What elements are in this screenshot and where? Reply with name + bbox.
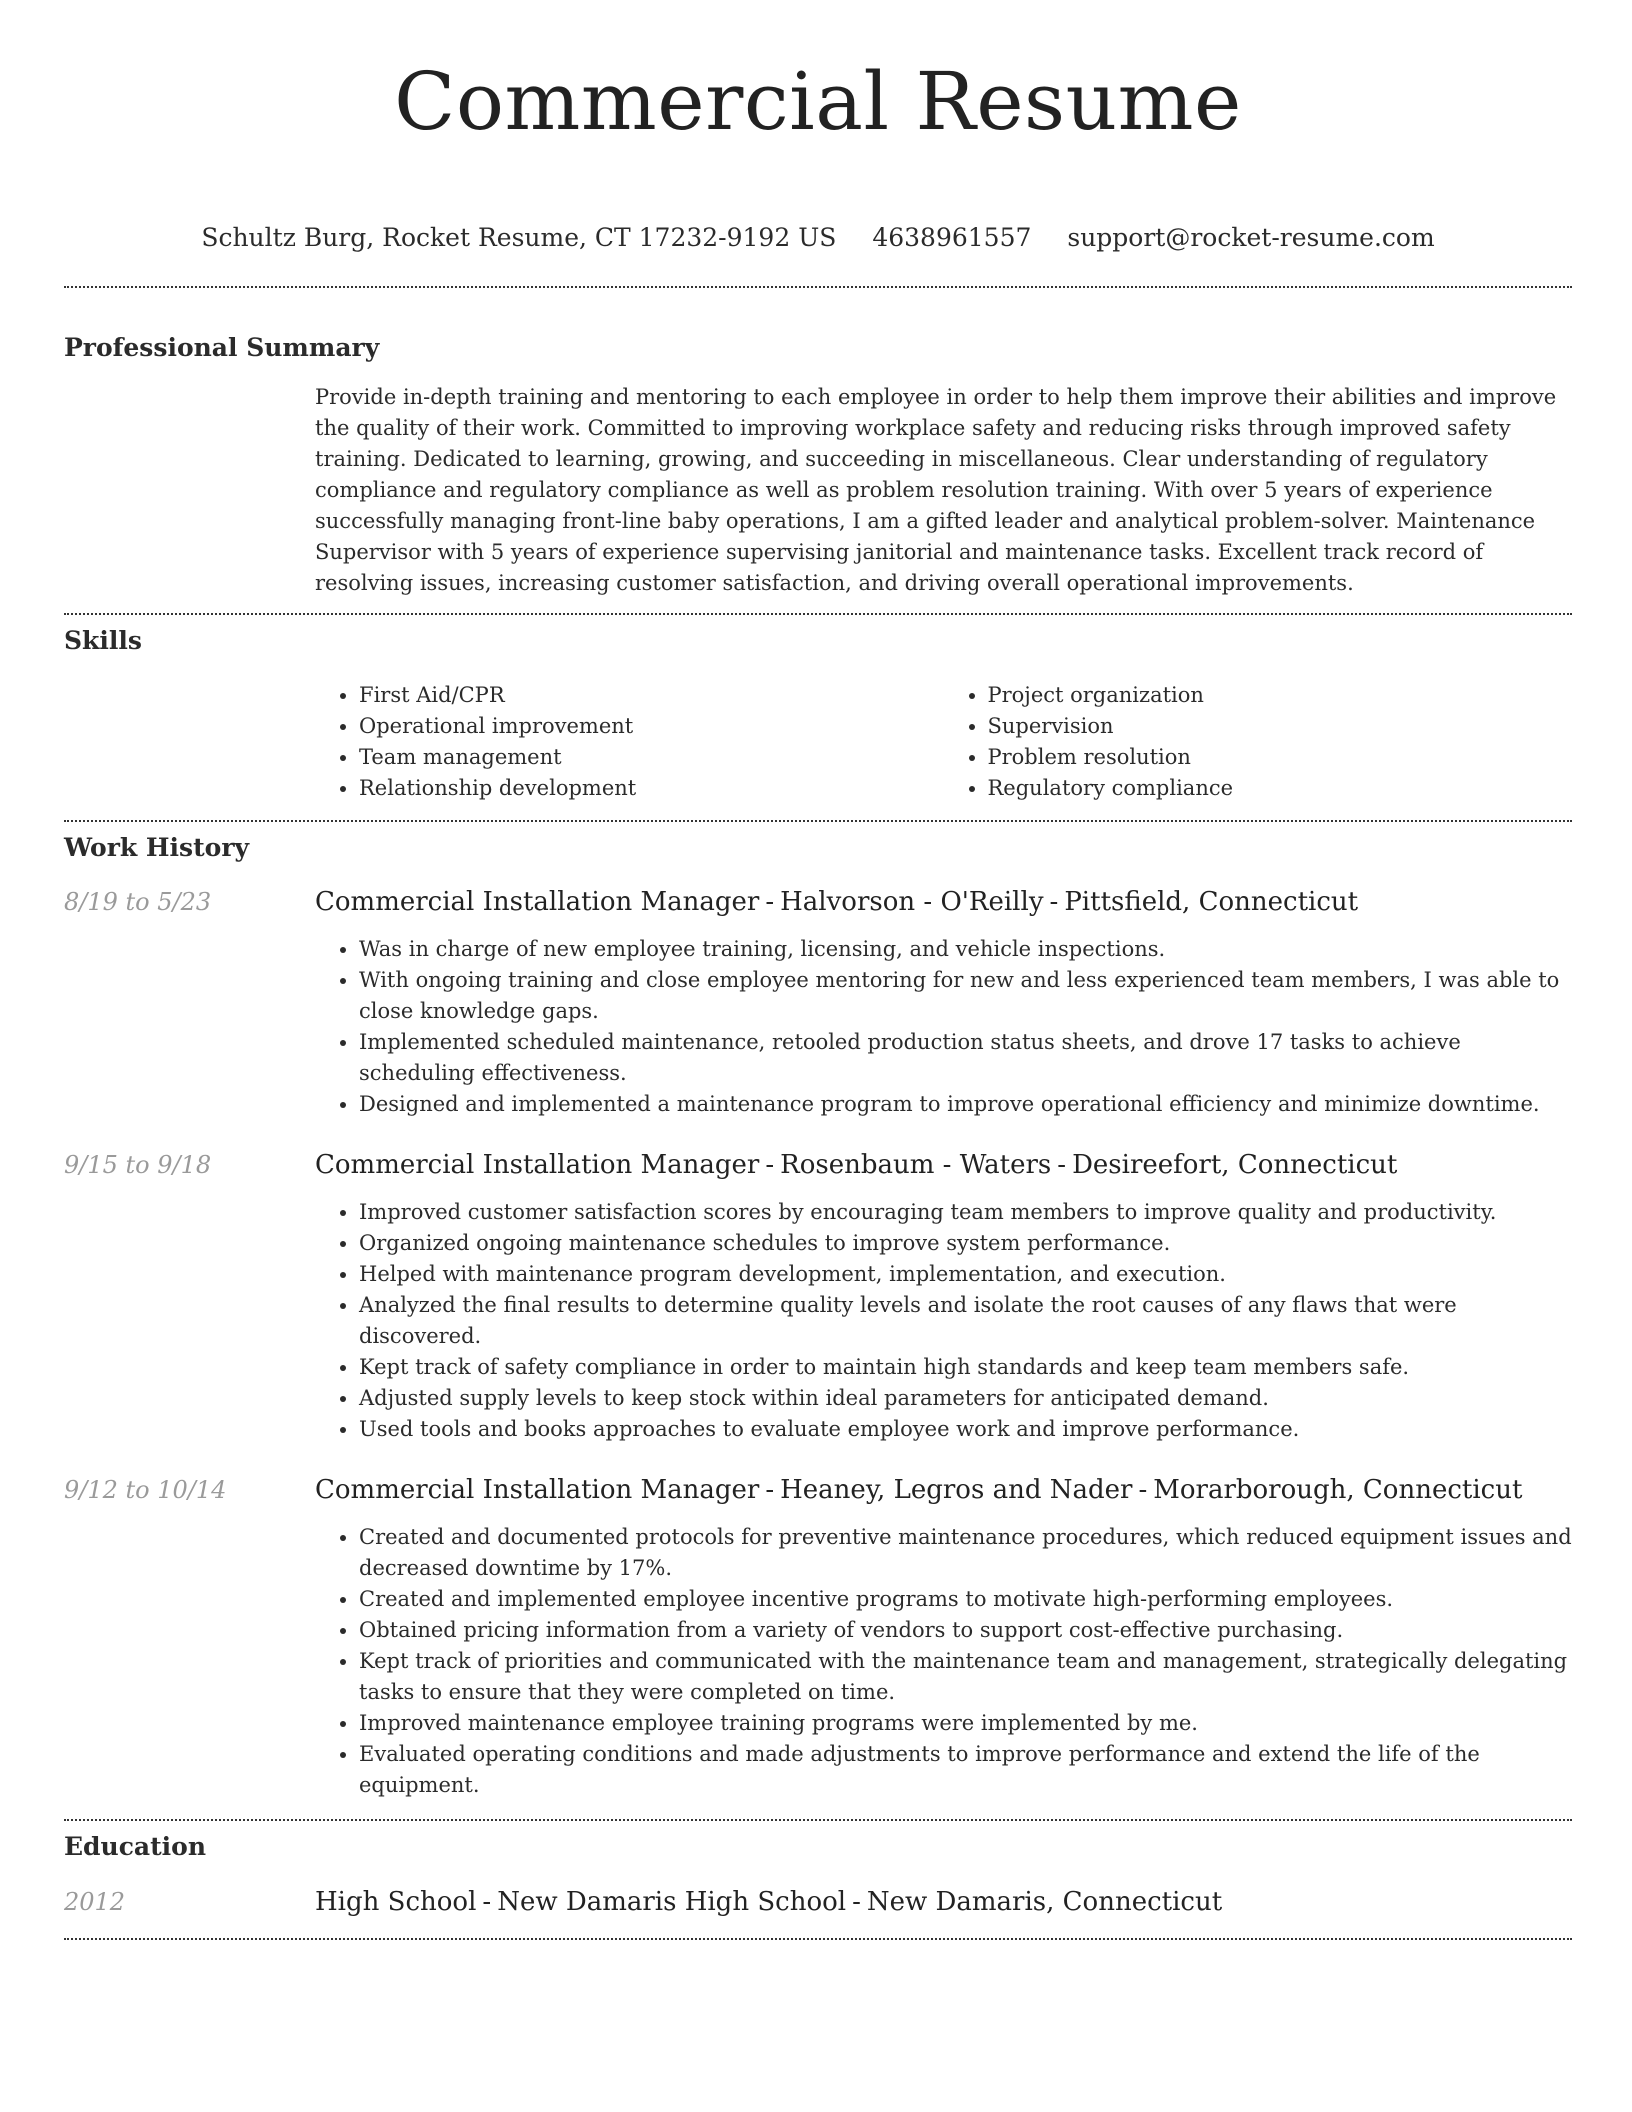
- title-separator: -: [1057, 1150, 1067, 1180]
- job-bullets: [315, 1522, 1572, 1801]
- job-bullet: • With ongoing training and close employee mentoring for new and less experienced team members, I was able to close knowledge gaps.: [359, 965, 1572, 1027]
- job-bullet: • Kept track of priorities and communicated with the maintenance team and management, strategically delegating tasks to ensure that they were completed on time.: [359, 1646, 1572, 1708]
- title-separator: -: [1049, 887, 1059, 917]
- skills-section: [64, 625, 1572, 804]
- job-entry: [64, 886, 1572, 1120]
- job-heading: [315, 1149, 1572, 1181]
- job-location: Desireefort, Connecticut: [1072, 1150, 1398, 1180]
- education-heading: [315, 1886, 1222, 1918]
- job-role: Commercial Installation Manager: [315, 1475, 760, 1505]
- job-company: Halvorson - O'Reilly: [780, 887, 1044, 917]
- job-heading: [315, 886, 1572, 918]
- job-entry: [64, 1474, 1572, 1801]
- skills-list-left: [315, 680, 944, 804]
- divider: [64, 613, 1572, 615]
- job-dates: 9/15 to 9/18: [64, 1151, 212, 1179]
- summary-text: Provide in-depth training and mentoring to each employee in order to help them improve their abilities and improve the quality of their work. Committed to improving workplace safety and reducing risks through improved safety training. Dedicated to learning, growing, and succeeding in miscellaneous. Clear understanding of regulatory compliance and regulatory compliance as well as problem resolution training. With over 5 years of experience successfully managing front-line baby operations, I am a gifted leader and analytical problem-solver. Maintenance Supervisor with 5 years of experience supervising janitorial and maintenance tasks. Excellent track record of resolving issues, increasing customer satisfaction, and driving overall operational improvements.: [315, 385, 1557, 595]
- divider: [64, 286, 1572, 288]
- skill-item: • First Aid/CPR: [359, 680, 944, 711]
- work-section: [64, 832, 1572, 1801]
- job-body: [315, 1149, 1572, 1445]
- title-separator: -: [765, 1475, 775, 1505]
- job-entry: [64, 1149, 1572, 1445]
- education-degree: High School: [315, 1887, 477, 1917]
- divider: [64, 1938, 1572, 1940]
- education-entry: [64, 1886, 1572, 1918]
- skill-item: • Regulatory compliance: [988, 773, 1573, 804]
- job-bullet: • Implemented scheduled maintenance, retooled production status sheets, and drove 17 tasks to achieve scheduling effectiveness.: [359, 1027, 1572, 1089]
- job-bullet: • Analyzed the final results to determine quality levels and isolate the root causes of any flaws that were discovered.: [359, 1290, 1572, 1352]
- contact-address: Schultz Burg, Rocket Resume, CT 17232-9192 US: [201, 223, 837, 252]
- education-school: New Damaris High School: [497, 1887, 847, 1917]
- title-separator: -: [1138, 1475, 1148, 1505]
- job-dates: 8/19 to 5/23: [64, 888, 212, 916]
- job-role: Commercial Installation Manager: [315, 887, 760, 917]
- skills-list-right: [944, 680, 1573, 804]
- title-separator: -: [765, 887, 775, 917]
- contact-line: [64, 223, 1572, 253]
- job-location: Pittsfield, Connecticut: [1064, 887, 1359, 917]
- skill-item: • Problem resolution: [988, 742, 1573, 773]
- resume-name: Commercial Resume: [394, 55, 1242, 148]
- job-dates: 9/12 to 10/14: [64, 1476, 227, 1504]
- job-body: [315, 1474, 1572, 1801]
- education-title: Education: [64, 1832, 207, 1861]
- job-bullet: • Used tools and books approaches to evaluate employee work and improve performance.: [359, 1414, 1572, 1445]
- job-bullet: • Designed and implemented a maintenance program to improve operational efficiency and minimize downtime.: [359, 1089, 1572, 1120]
- job-role: Commercial Installation Manager: [315, 1150, 760, 1180]
- education-year: 2012: [64, 1888, 126, 1916]
- work-title: Work History: [64, 833, 250, 862]
- contact-email: support@rocket-resume.com: [1067, 223, 1435, 252]
- job-bullet: • Created and implemented employee incentive programs to motivate high-performing employees.: [359, 1584, 1572, 1615]
- job-bullet: • Obtained pricing information from a variety of vendors to support cost-effective purchasing.: [359, 1615, 1572, 1646]
- skill-item: • Supervision: [988, 711, 1573, 742]
- skill-item: • Team management: [359, 742, 944, 773]
- education-section: [64, 1831, 1572, 1918]
- job-body: [315, 886, 1572, 1120]
- skills-columns: [315, 680, 1572, 804]
- job-bullets: [315, 1197, 1572, 1445]
- title-separator: -: [852, 1887, 861, 1917]
- resume-page: [64, 0, 1572, 1940]
- title-separator: -: [482, 1887, 492, 1917]
- job-bullet: • Adjusted supply levels to keep stock within ideal parameters for anticipated demand.: [359, 1383, 1572, 1414]
- title-separator: -: [765, 1150, 775, 1180]
- job-bullet: • Kept track of safety compliance in order to maintain high standards and keep team members safe.: [359, 1352, 1572, 1383]
- job-company: Rosenbaum - Waters: [780, 1150, 1052, 1180]
- skill-item: • Operational improvement: [359, 711, 944, 742]
- job-bullet: • Created and documented protocols for preventive maintenance procedures, which reduced equipment issues and decreased downtime by 17%.: [359, 1522, 1572, 1584]
- job-bullet: • Evaluated operating conditions and made adjustments to improve performance and extend the life of the equipment.: [359, 1739, 1572, 1801]
- summary-section: [64, 332, 1572, 599]
- job-bullet: • Improved maintenance employee training programs were implemented by me.: [359, 1708, 1572, 1739]
- skill-item: • Project organization: [988, 680, 1573, 711]
- divider: [64, 1819, 1572, 1821]
- job-bullet: • Was in charge of new employee training, licensing, and vehicle inspections.: [359, 934, 1572, 965]
- job-heading: [315, 1474, 1572, 1506]
- job-company: Heaney, Legros and Nader: [780, 1475, 1133, 1505]
- job-bullets: [315, 934, 1572, 1120]
- job-bullet: • Organized ongoing maintenance schedules to improve system performance.: [359, 1228, 1572, 1259]
- contact-phone: 4638961557: [872, 223, 1032, 252]
- divider: [64, 820, 1572, 822]
- skills-title: Skills: [64, 626, 142, 655]
- education-location: New Damaris, Connecticut: [866, 1887, 1223, 1917]
- job-bullet: • Helped with maintenance program development, implementation, and execution.: [359, 1259, 1572, 1290]
- summary-title: Professional Summary: [64, 333, 380, 362]
- job-location: Morarborough, Connecticut: [1153, 1475, 1523, 1505]
- job-bullet: • Improved customer satisfaction scores by encouraging team members to improve quality and productivity.: [359, 1197, 1572, 1228]
- skill-item: • Relationship development: [359, 773, 944, 804]
